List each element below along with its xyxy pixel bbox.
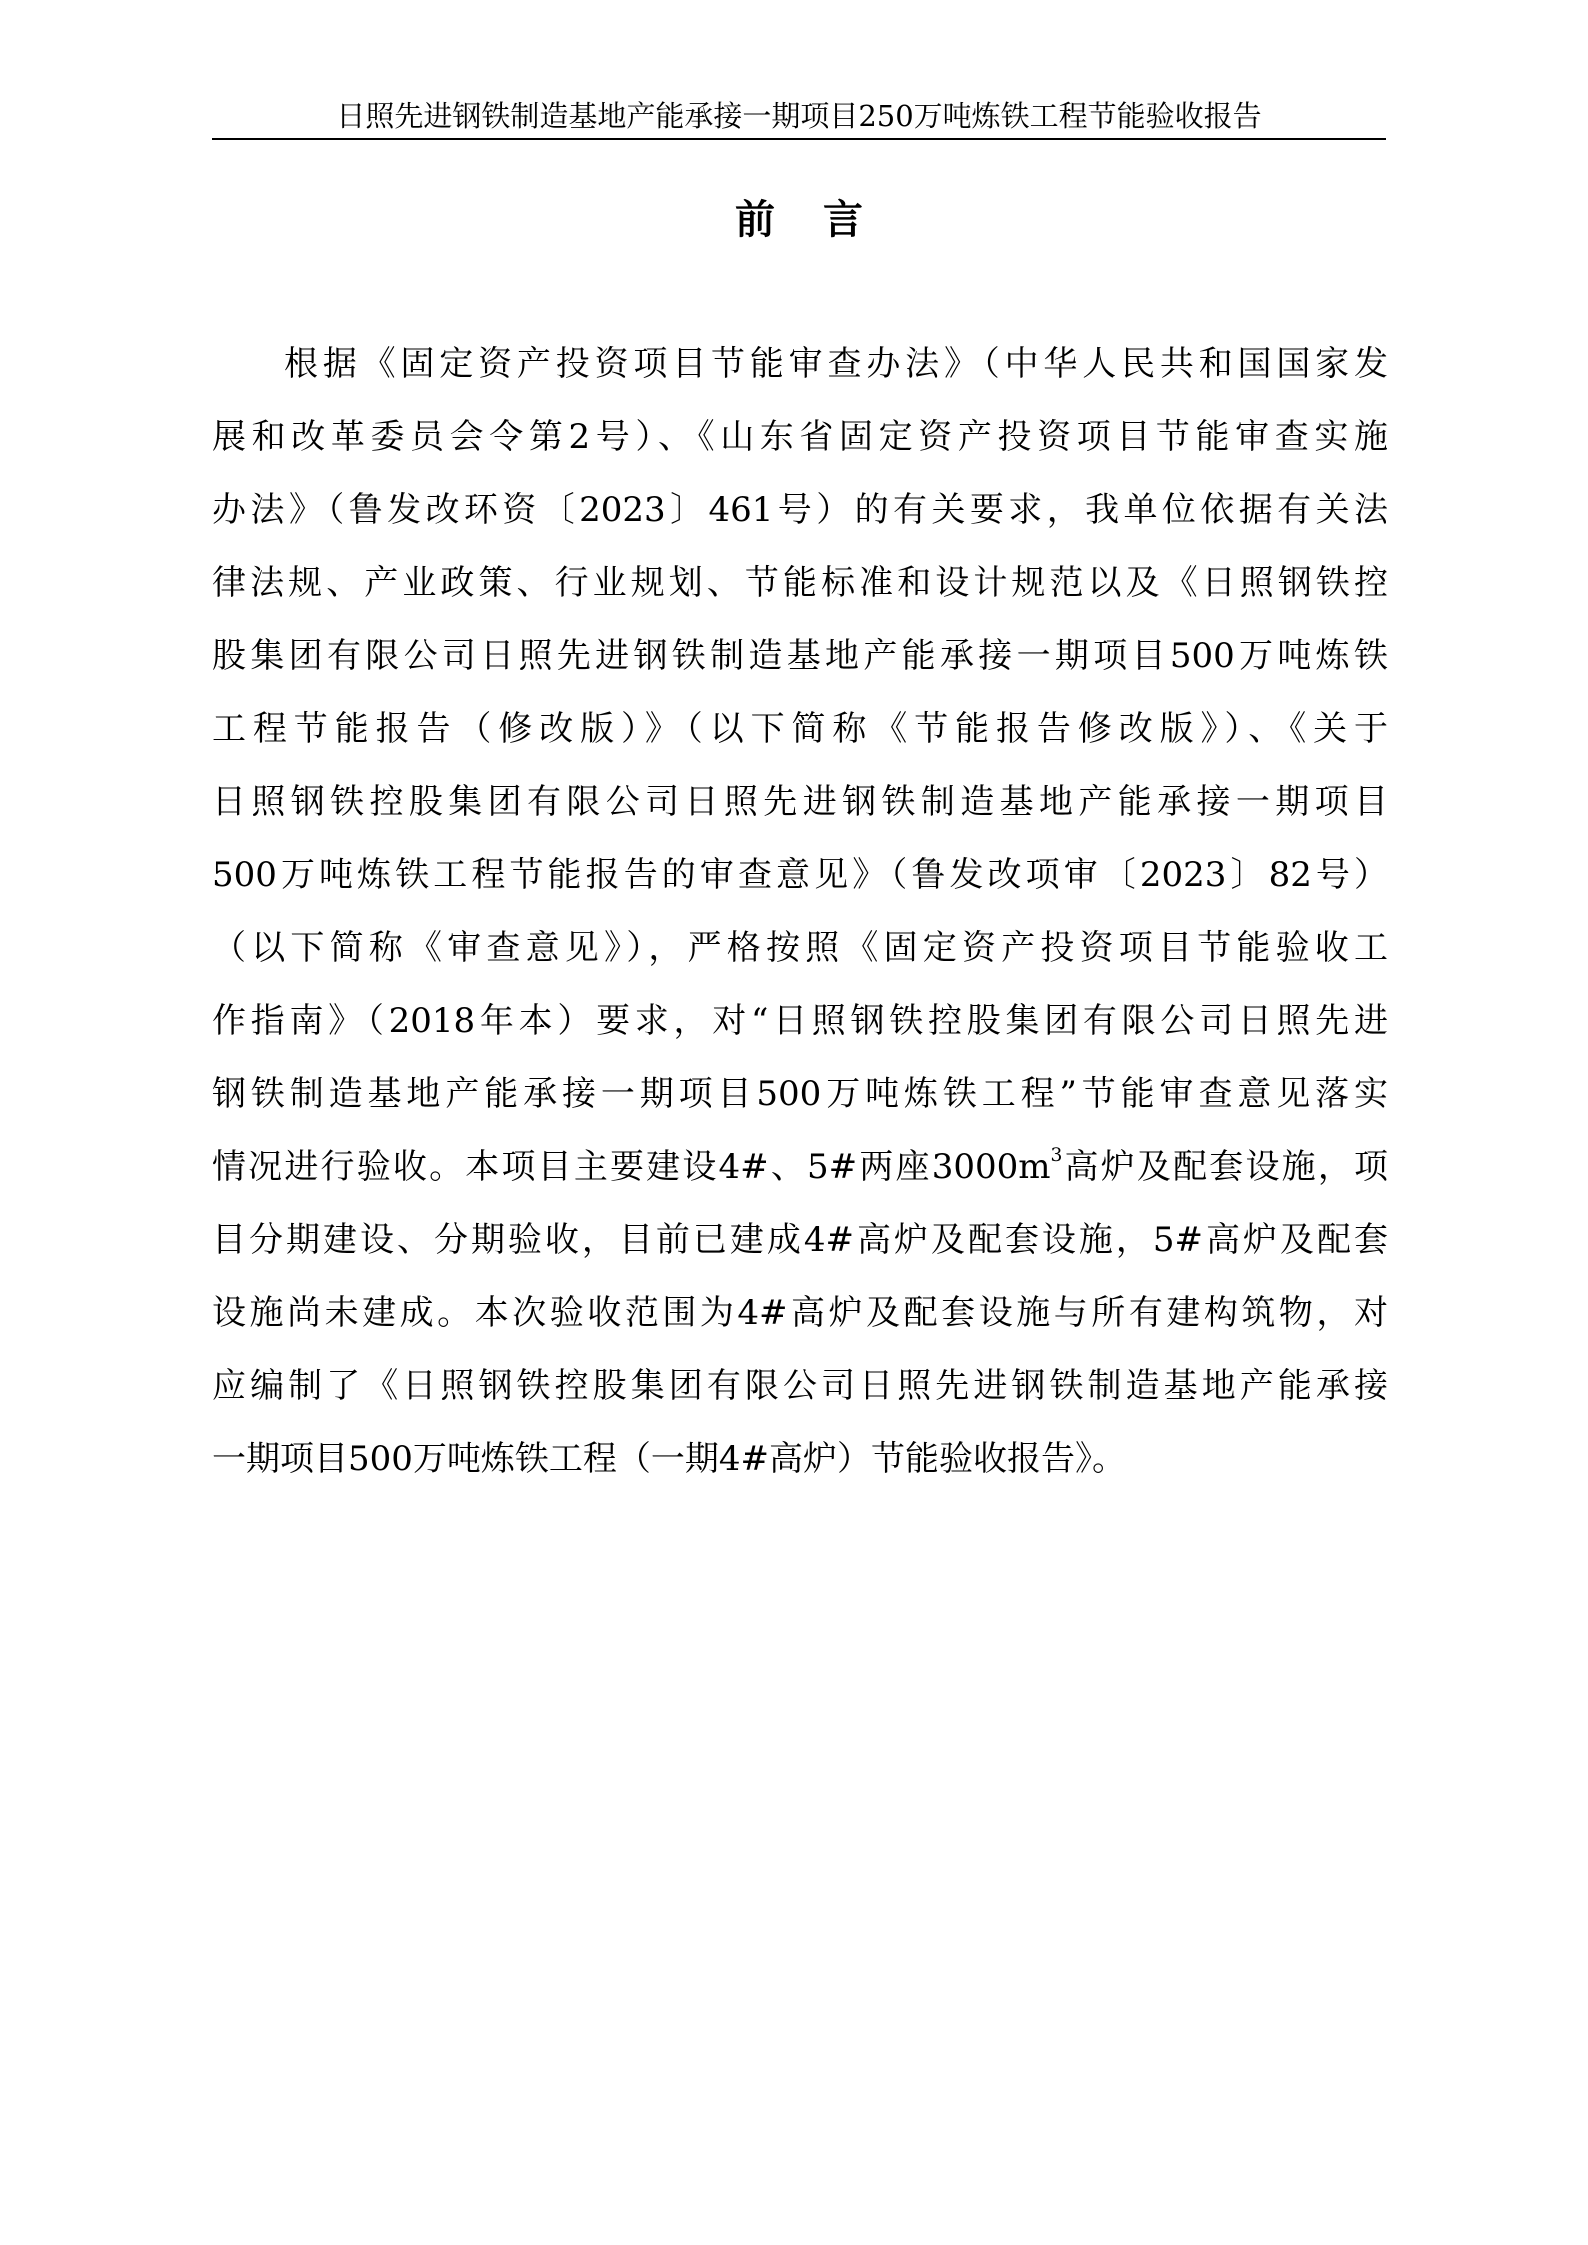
paragraph-line: 钢铁制造基地产能承接一期项目500万吨炼铁工程”节能审查意见落实 bbox=[212, 1074, 1388, 1114]
line-text-before-superscript: 情况进行验收。本项目主要建设4#、5#两座3000m bbox=[212, 1147, 1051, 1187]
paragraph-line: 设施尚未建成。本次验收范围为4#高炉及配套设施与所有建构筑物，对 bbox=[212, 1293, 1388, 1333]
paragraph-line: 办法》（鲁发改环资〔2023〕461号）的有关要求，我单位依据有关法 bbox=[212, 490, 1388, 530]
header-rule bbox=[212, 138, 1386, 140]
paragraph-line-with-superscript bbox=[212, 1131, 1388, 1204]
cubic-superscript: 3 bbox=[1050, 1145, 1063, 1167]
paragraph-line: 工程节能报告（修改版）》（以下简称《节能报告修改版》）、《关于 bbox=[212, 709, 1388, 749]
paragraph-line: 作指南》（2018年本）要求，对“日照钢铁控股集团有限公司日照先进 bbox=[212, 1001, 1388, 1041]
paragraph-line: 目分期建设、分期验收，目前已建成4#高炉及配套设施，5#高炉及配套 bbox=[212, 1220, 1388, 1260]
paragraph-line: 应编制了《日照钢铁控股集团有限公司日照先进钢铁制造基地产能承接 bbox=[212, 1366, 1388, 1406]
running-header: 日照先进钢铁制造基地产能承接一期项目250万吨炼铁工程节能验收报告 bbox=[336, 99, 1262, 133]
paragraph-line: 根据《固定资产投资项目节能审查办法》（中华人民共和国国家发 bbox=[284, 344, 1388, 384]
paragraph-line: （以下简称《审查意见》），严格按照《固定资产投资项目节能验收工 bbox=[212, 928, 1388, 968]
line-text-after-superscript: 高炉及配套设施，项 bbox=[1062, 1147, 1388, 1187]
paragraph-line: 股集团有限公司日照先进钢铁制造基地产能承接一期项目500万吨炼铁 bbox=[212, 636, 1388, 676]
paragraph-line: 展和改革委员会令第2号）、《山东省固定资产投资项目节能审查实施 bbox=[212, 417, 1388, 457]
preface-paragraph bbox=[212, 328, 1388, 1496]
paragraph-line: 日照钢铁控股集团有限公司日照先进钢铁制造基地产能承接一期项目 bbox=[212, 782, 1388, 822]
paragraph-line: 一期项目500万吨炼铁工程（一期4#高炉）节能验收报告》。 bbox=[212, 1439, 1127, 1479]
paragraph-line: 500万吨炼铁工程节能报告的审查意见》（鲁发改项审〔2023〕82号） bbox=[212, 855, 1388, 895]
page-title: 前言 bbox=[735, 196, 911, 243]
paragraph-line: 律法规、产业政策、行业规划、节能标准和设计规范以及《日照钢铁控 bbox=[212, 563, 1388, 603]
